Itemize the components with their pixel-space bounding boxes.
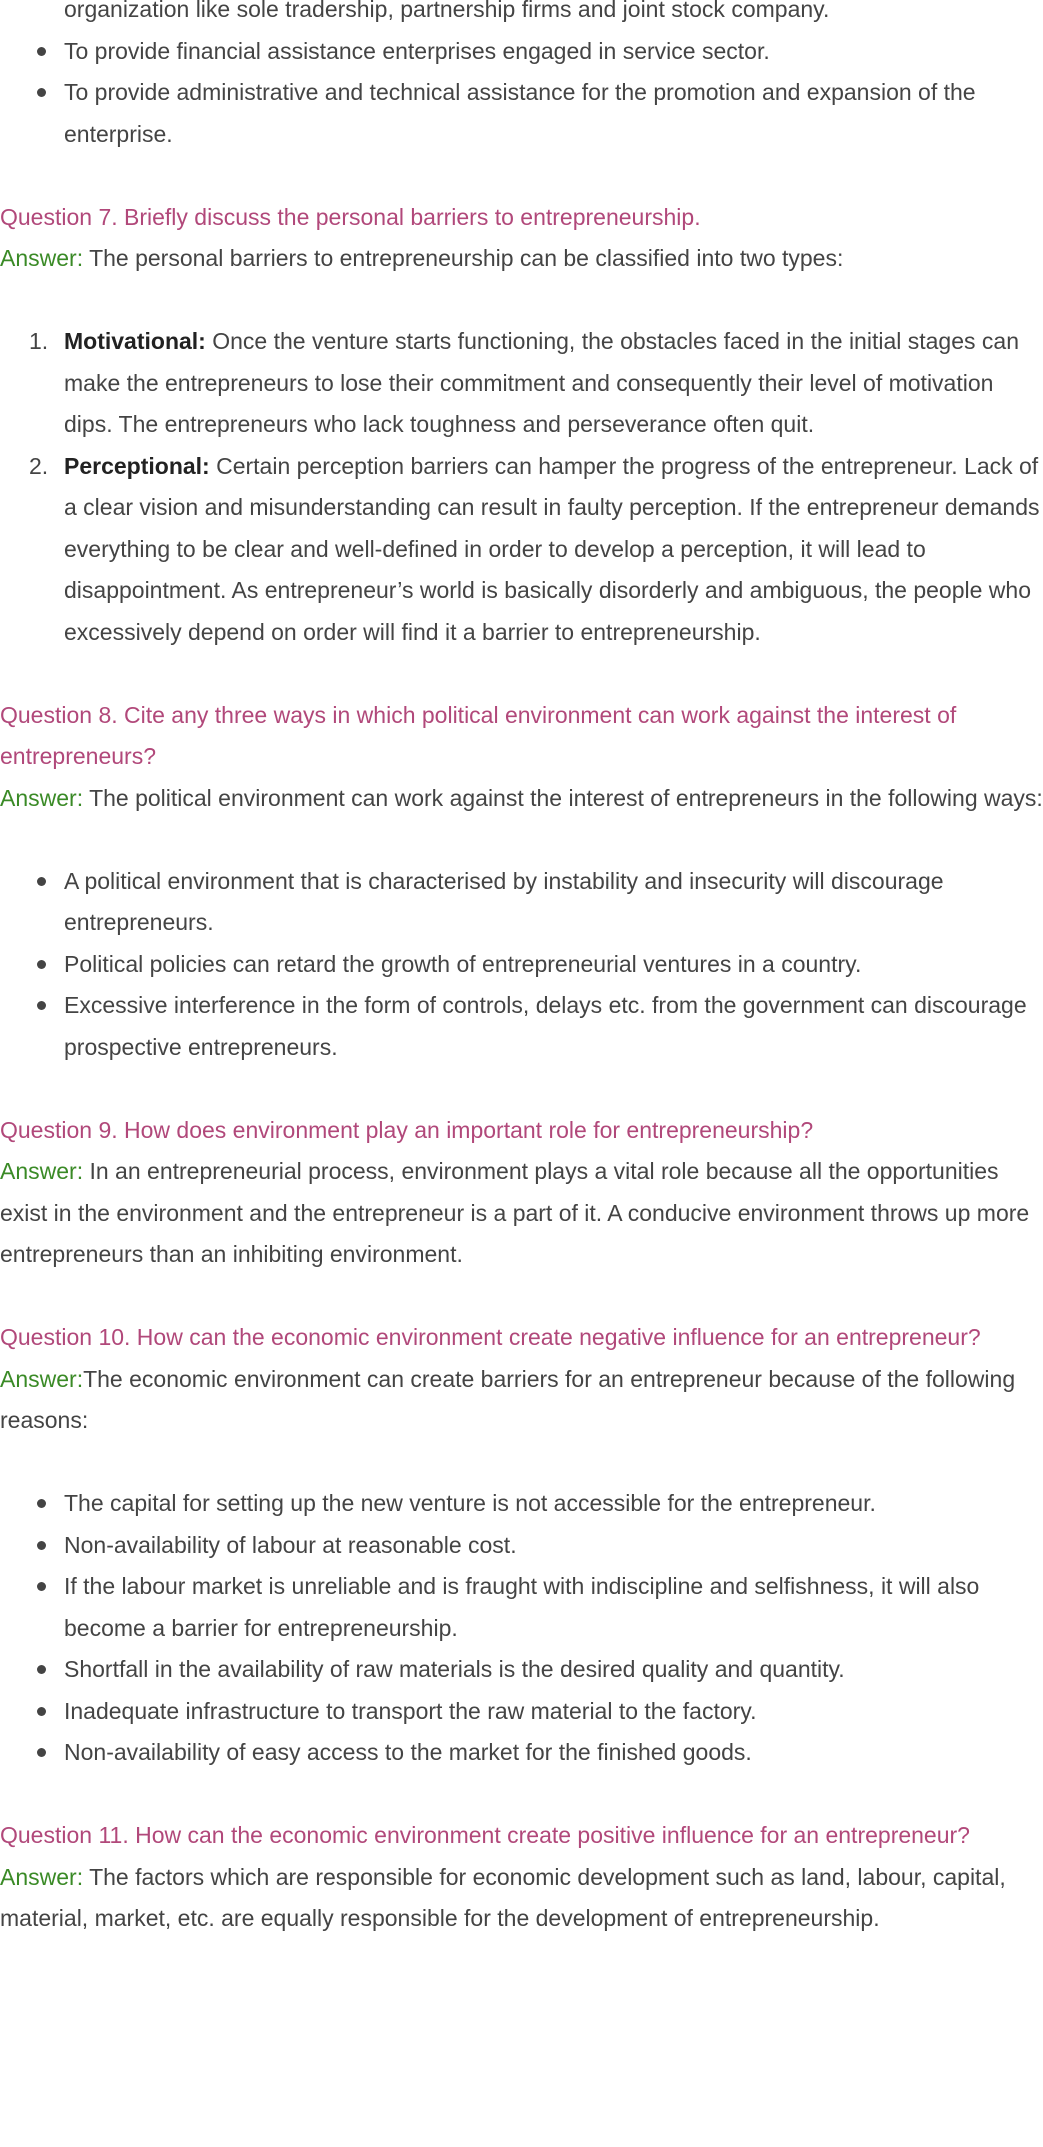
answer-text: The factors which are responsible for economic development such as land, labour, capital, material, market, etc. are equally responsible for the development of entrepreneurship. <box>0 1863 1006 1931</box>
list-item: If the labour market is unreliable and is fraught with indiscipline and selfishness, it will also become a barrier for entrepreneurship. <box>64 1566 1043 1649</box>
answer-label: Answer: <box>0 784 84 811</box>
list-item: To provide administrative and technical assistance for the promotion and expansion of the enterprise. <box>64 72 1043 155</box>
list-item: Non-availability of easy access to the market for the finished goods. <box>64 1732 1043 1774</box>
answer-label: Answer: <box>0 1863 84 1890</box>
item-number: 2. <box>29 452 49 479</box>
item-term: Motivational: <box>64 328 206 354</box>
list-item: A political environment that is characterised by instability and insecurity will discourage entrepreneurs. <box>64 861 1043 944</box>
q8-bullet-list <box>0 861 1043 1069</box>
answer-label: Answer: <box>0 1158 84 1184</box>
intro-bullet-list <box>0 0 1043 155</box>
item-text: Certain perception barriers can hamper the progress of the entrepreneur. Lack of a clear vision and misunderstanding can result in faulty perception. If the entrepreneur demands everything to be clear and well-defined in order to develop a perception, it will lead to disappointment. As entrepreneur’s world is basically disorderly and ambiguous, the people who excessively depend on order will find it a barrier to entrepreneurship. <box>64 452 1040 645</box>
question-7: Question 7. Briefly discuss the personal barriers to entrepreneurship. <box>0 203 701 230</box>
question-11: Question 11. How can the economic environment create positive influence for an entrepreneur? <box>0 1822 970 1848</box>
answer-label: Answer: <box>0 1365 84 1392</box>
answer-text: The economic environment can create barriers for an entrepreneur because of the following reasons: <box>0 1365 1016 1433</box>
answer-7 <box>0 238 1043 280</box>
answer-label: Answer: <box>0 245 84 271</box>
list-item: Inadequate infrastructure to transport the raw material to the factory. <box>64 1691 1043 1733</box>
answer-text: The personal barriers to entrepreneurship can be classified into two types: <box>83 245 844 271</box>
list-item: Political policies can retard the growth of entrepreneurial ventures in a country. <box>64 944 1043 986</box>
item-term: Perceptional: <box>64 452 210 479</box>
list-item: Non-availability of labour at reasonable cost. <box>64 1525 1043 1567</box>
question-10: Question 10. How can the economic environment create negative influence for an entrepreneur? <box>0 1324 981 1350</box>
list-item <box>29 446 1043 654</box>
answer-text: In an entrepreneurial process, environment plays a vital role because all the opportunities exist in the environment and the entrepreneur is a part of it. A conducive environment throws up more entrepreneurs than an inhibiting environment. <box>0 1158 1030 1267</box>
list-item: Excessive interference in the form of controls, delays etc. from the government can discourage prospective entrepreneurs. <box>64 985 1043 1068</box>
answer-8 <box>0 778 1043 820</box>
answer-text: The political environment can work against the interest of entrepreneurs in the following ways: <box>83 784 1043 811</box>
answer-10 <box>0 1359 1043 1442</box>
item-text: Once the venture starts functioning, the obstacles faced in the initial stages can make the entrepreneurs to lose their commitment and consequently their level of motivation dips. The entrepreneurs who lack toughness and perseverance often quit. <box>64 328 1019 437</box>
answer-11 <box>0 1857 1043 1940</box>
q7-numbered-list <box>0 321 1043 653</box>
answer-9 <box>0 1151 1043 1276</box>
question-9: Question 9. How does environment play an important role for entrepreneurship? <box>0 1116 814 1143</box>
item-number: 1. <box>29 328 49 354</box>
list-item: Shortfall in the availability of raw materials is the desired quality and quantity. <box>64 1649 1043 1691</box>
list-item <box>29 321 1043 446</box>
question-8: Question 8. Cite any three ways in which political environment can work against the interest of entrepreneurs? <box>0 701 957 769</box>
list-item: The capital for setting up the new venture is not accessible for the entrepreneur. <box>64 1483 1043 1525</box>
list-item: organization like sole tradership, partnership firms and joint stock company. <box>64 0 830 22</box>
q10-bullet-list <box>0 1483 1043 1774</box>
list-item: To provide financial assistance enterprises engaged in service sector. <box>64 31 1043 73</box>
